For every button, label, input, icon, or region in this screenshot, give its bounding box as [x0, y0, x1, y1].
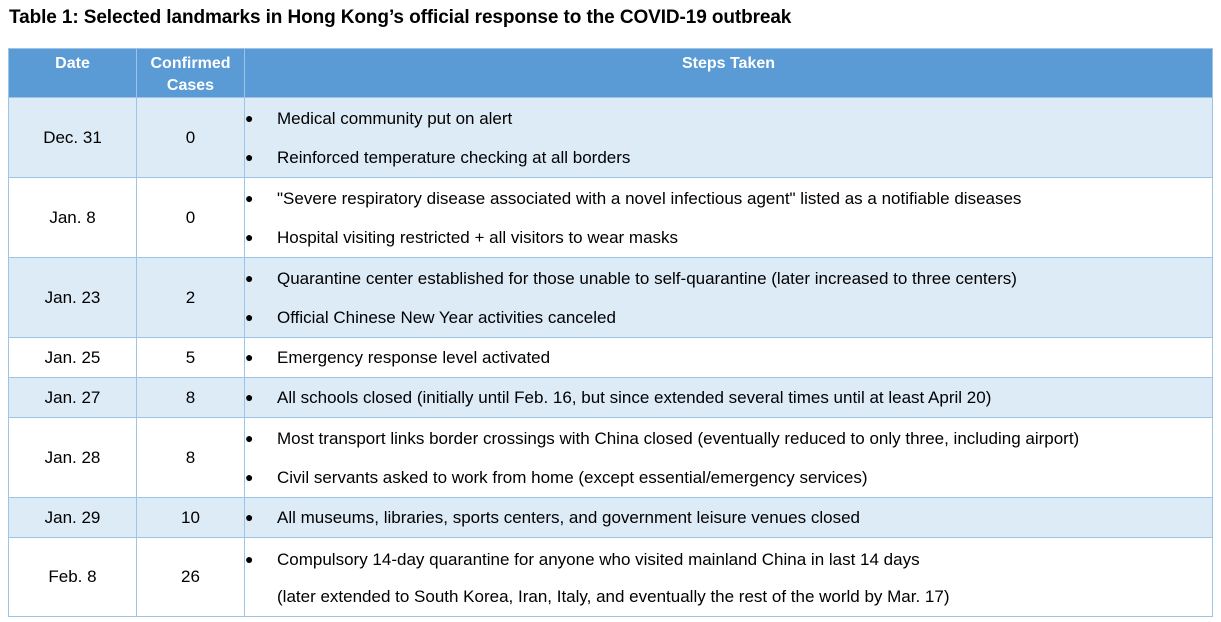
- steps-cell: [245, 498, 1213, 538]
- table-row: [9, 498, 1213, 538]
- steps-list: [245, 498, 1212, 537]
- step-item: [245, 540, 1212, 579]
- step-continuation-text: (later extended to South Korea, Iran, Italy, and eventually the rest of the world by Mar. 17): [277, 586, 950, 606]
- step-item: [245, 298, 1212, 337]
- table-row: [9, 98, 1213, 178]
- steps-list: [245, 419, 1212, 497]
- steps-cell: [245, 258, 1213, 338]
- bullet-icon: ●: [245, 550, 254, 567]
- date-cell: Jan. 28: [9, 418, 137, 498]
- date-cell: Jan. 25: [9, 338, 137, 378]
- step-item: [245, 378, 1212, 417]
- step-text: Medical community put on alert: [277, 108, 513, 128]
- steps-cell: [245, 338, 1213, 378]
- table-row: [9, 378, 1213, 418]
- step-item: [245, 218, 1212, 257]
- cases-cell: 0: [137, 178, 245, 258]
- bullet-icon: ●: [245, 228, 254, 245]
- table-row: [9, 178, 1213, 258]
- steps-list: [245, 378, 1212, 417]
- table-row: [9, 258, 1213, 338]
- steps-cell: [245, 378, 1213, 418]
- step-text: Reinforced temperature checking at all borders: [277, 147, 631, 167]
- date-cell: Dec. 31: [9, 98, 137, 178]
- table-header-row: [9, 49, 1213, 98]
- step-item: [245, 259, 1212, 298]
- step-item: [245, 338, 1212, 377]
- step-text: Most transport links border crossings with China closed (eventually reduced to only three, including airport): [277, 428, 1080, 448]
- cases-cell: 10: [137, 498, 245, 538]
- table-row: [9, 538, 1213, 617]
- date-cell: Jan. 23: [9, 258, 137, 338]
- step-item: [245, 498, 1212, 537]
- step-text: Civil servants asked to work from home (except essential/emergency services): [277, 467, 868, 487]
- cases-cell: 5: [137, 338, 245, 378]
- column-header-cases: Confirmed Cases: [137, 49, 245, 98]
- step-item: [245, 99, 1212, 138]
- step-text: Emergency response level activated: [277, 348, 551, 367]
- bullet-icon: ●: [245, 269, 254, 286]
- table-caption: Table 1: Selected landmarks in Hong Kong’s official response to the COVID-19 outbreak: [9, 7, 792, 28]
- step-text: Official Chinese New Year activities canceled: [277, 307, 616, 327]
- step-text: All museums, libraries, sports centers, and government leisure venues closed: [277, 508, 860, 527]
- cases-cell: 8: [137, 378, 245, 418]
- steps-list: [245, 99, 1212, 177]
- step-text: Hospital visiting restricted + all visitors to wear masks: [277, 227, 679, 247]
- cases-cell: 26: [137, 538, 245, 617]
- bullet-icon: ●: [245, 468, 254, 485]
- step-text: Quarantine center established for those unable to self-quarantine (later increased to three centers): [277, 268, 1017, 288]
- cases-cell: 8: [137, 418, 245, 498]
- bullet-icon: ●: [245, 429, 254, 446]
- step-item: [245, 179, 1212, 218]
- step-text: All schools closed (initially until Feb. 16, but since extended several times until at least April 20): [277, 388, 992, 407]
- steps-cell: [245, 418, 1213, 498]
- cases-cell: 2: [137, 258, 245, 338]
- bullet-icon: ●: [245, 308, 254, 325]
- steps-cell: [245, 538, 1213, 617]
- bullet-icon: ●: [245, 509, 254, 525]
- steps-list: [245, 338, 1212, 377]
- step-item: [245, 419, 1212, 458]
- column-header-steps: Steps Taken: [245, 49, 1213, 98]
- bullet-icon: ●: [245, 349, 254, 365]
- steps-list: [245, 179, 1212, 257]
- date-cell: Feb. 8: [9, 538, 137, 617]
- bullet-icon: ●: [245, 109, 254, 126]
- bullet-icon: ●: [245, 189, 254, 206]
- bullet-icon: ●: [245, 389, 254, 405]
- date-cell: Jan. 8: [9, 178, 137, 258]
- steps-cell: [245, 178, 1213, 258]
- date-cell: Jan. 27: [9, 378, 137, 418]
- step-item: [245, 138, 1212, 177]
- cases-cell: 0: [137, 98, 245, 178]
- steps-cell: [245, 98, 1213, 178]
- column-header-date: Date: [9, 49, 137, 98]
- bullet-icon: ●: [245, 148, 254, 165]
- steps-list: [245, 540, 1212, 579]
- step-text: "Severe respiratory disease associated with a novel infectious agent" listed as a notifiable diseases: [277, 188, 1022, 208]
- table-row: [9, 418, 1213, 498]
- step-text: Compulsory 14-day quarantine for anyone who visited mainland China in last 14 days: [277, 549, 920, 569]
- date-cell: Jan. 29: [9, 498, 137, 538]
- step-item: [245, 458, 1212, 497]
- steps-list: [245, 259, 1212, 337]
- landmarks-table: [8, 48, 1213, 617]
- table-row: [9, 338, 1213, 378]
